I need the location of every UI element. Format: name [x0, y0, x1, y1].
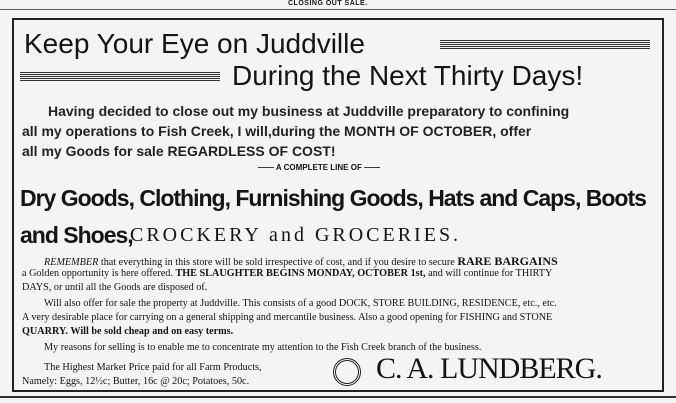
seal-ornament-icon	[333, 358, 361, 386]
slaughter-begins: THE SLAUGHTER BEGINS MONDAY, OCTOBER 1st,	[175, 268, 426, 279]
crockery-groceries: CROCKERY and GROCERIES.	[130, 224, 462, 246]
remember-line	[22, 268, 662, 279]
complete-line-label: —— A COMPLETE LINE OF ——	[258, 163, 381, 172]
remember-text: that everything in this store will be sold irrespective of cost, and if you desire to secure	[98, 257, 458, 268]
property-line: QUARRY. Will be sold cheap and on easy terms.	[22, 326, 234, 337]
reasons-line: My reasons for selling is to enable me to concentrate my attention to the Fish Creek branch of the business.	[44, 342, 482, 353]
decorative-rule	[20, 72, 220, 81]
prices-line: Namely: Eggs, 12½c; Butter, 16c @ 20c; Potatoes, 50c.	[22, 376, 250, 387]
property-line: A very desirable place for carrying on a general shipping and mercantile business. Also a good opening for FISHING and STONE	[22, 312, 553, 323]
rare-bargains: RARE BARGAINS	[457, 254, 558, 268]
section-header: CLOSING OUT SALE.	[288, 0, 368, 7]
prices-line: The Highest Market Price paid for all Farm Products,	[44, 362, 262, 373]
property-line: Will also offer for sale the property at Juddville. This consists of a good DOCK, STORE BUILDING, RESIDENCE, etc., etc.	[44, 298, 557, 309]
goods-list: Dry Goods, Clothing, Furnishing Goods, Hats and Caps, Boots and Shoes,	[20, 185, 646, 248]
intro-line: Having decided to close out my business at Juddville preparatory to confining	[48, 103, 570, 119]
signature: C. A. LUNDBERG.	[376, 352, 602, 385]
intro-line: all my Goods for sale REGARDLESS OF COST!	[22, 143, 336, 159]
remember-line	[44, 254, 662, 269]
decorative-rule	[440, 40, 650, 49]
headline-1: Keep Your Eye on Juddville	[24, 28, 365, 59]
intro-line: all my operations to Fish Creek, I will,during the MONTH OF OCTOBER, offer	[22, 123, 532, 139]
remember-line: DAYS, or until all the Goods are disposed of.	[22, 282, 208, 293]
remember-text: and will continue for THIRTY	[425, 268, 553, 279]
remember-text: a Golden opportunity is here offered.	[22, 268, 176, 279]
bottom-rule	[0, 396, 676, 398]
remember-lead: REMEMBER	[44, 257, 99, 268]
headline-2: During the Next Thirty Days!	[232, 60, 584, 91]
